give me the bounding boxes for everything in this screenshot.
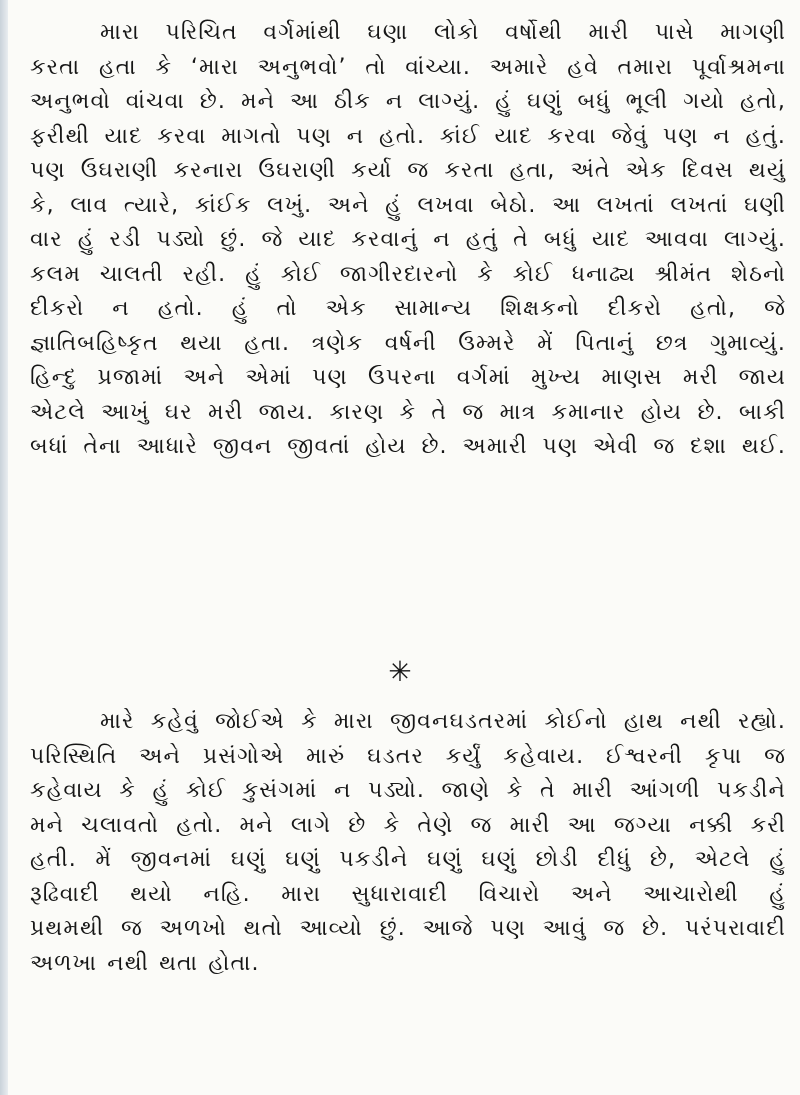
text-line: કહેવાય કે હું કોઈ કુસંગમાં ન પડ્યો. જાણે કે તે મારી આંગળી પકડીને [30,778,786,803]
text-line: રૂઢિવાદી થયો નહિ. મારા સુધારાવાદી વિચારો અને આચારોથી હું [30,881,786,907]
left-margin-rule [0,0,8,1095]
text-line: મારા પરિચિત વર્ગમાંથી ઘણા લોકો વર્ષોથી મારી પાસે માગણી [100,20,786,45]
text-line: પણ ઉઘરાણી કરનારા ઉઘરાણી કર્યા જ કરતા હતા, અંતે એક દિવસ થયું [30,158,786,183]
text-line: એટલે આખું ઘર મરી જાય. કારણ કે તે જ માત્ર કમાનાર હોય છે. બાકી [30,399,786,425]
text-line: અળખા નથી થતા હોતા. [30,950,260,976]
text-line: ફરીથી યાદ કરવા માગતો પણ ન હતો. કાંઈ યાદ કરવા જેવું પણ ન હતું. [30,123,786,149]
text-line: દીકરો ન હતો. હું તો એક સામાન્ય શિક્ષકનો દીકરો હતો, જે [30,296,786,321]
text-line: પ્રથમથી જ અળખો થતો આવ્યો છું. આજે પણ આવું જ છે. પરંપરાવાદી [30,916,786,941]
section-separator-asterisk: ✳ [388,655,412,688]
text-line: જ્ઞાતિબહિષ્કૃત થયા હતા. ત્રણેક વર્ષની ઉમ્મરે મેં પિતાનું છત્ર ગુમાવ્યું. [30,330,786,356]
paragraph-1 [30,16,786,465]
text-line: મને ચલાવતો હતો. મને લાગે છે કે તેણે જ મારી આ જગ્યા નક્કી કરી [30,812,786,838]
text-line: હિન્દુ પ્રજામાં અને એમાં પણ ઉપરના વર્ગમાં મુખ્ય માણસ મરી જાય [30,365,786,390]
text-line: કે, લાવ ત્યારે, કાંઈક લખું. અને હું લખવા બેઠો. આ લખતાં લખતાં ઘણી [30,192,786,218]
paragraph-2 [30,705,786,981]
text-line: બધાં તેના આધારે જીવન જીવતાં હોય છે. અમારી પણ એવી જ દશા થઈ. [30,434,786,459]
text-line: અનુભવો વાંચવા છે. મને આ ઠીક ન લાગ્યું. હું ઘણું બધું ભૂલી ગયો હતો, [30,89,786,114]
text-line: વાર હું રડી પડ્યો છું. જે યાદ કરવાનું ન હતું તે બધું યાદ આવવા લાગ્યું. [30,227,786,252]
text-line: કલમ ચાલતી રહી. હું કોઈ જાગીરદારનો કે કોઈ ધનાઢ્ય શ્રીમંત શેઠનો [30,261,786,287]
text-line: મારે કહેવું જોઈએ કે મારા જીવનઘડતરમાં કોઈનો હાથ નથી રહ્યો. [100,709,786,734]
text-line: હતી. મેં જીવનમાં ઘણું ઘણું પકડીને ઘણું ઘણું છોડી દીધું છે, એટલે હું [30,847,786,872]
text-line: પરિસ્થિતિ અને પ્રસંગોએ મારું ઘડતર કર્યું કહેવાય. ઈશ્વરની કૃપા જ [30,743,786,769]
text-line: કરતા હતા કે ‘મારા અનુભવો’ તો વાંચ્યા. અમારે હવે તમારા પૂર્વાશ્રમના [30,54,786,80]
